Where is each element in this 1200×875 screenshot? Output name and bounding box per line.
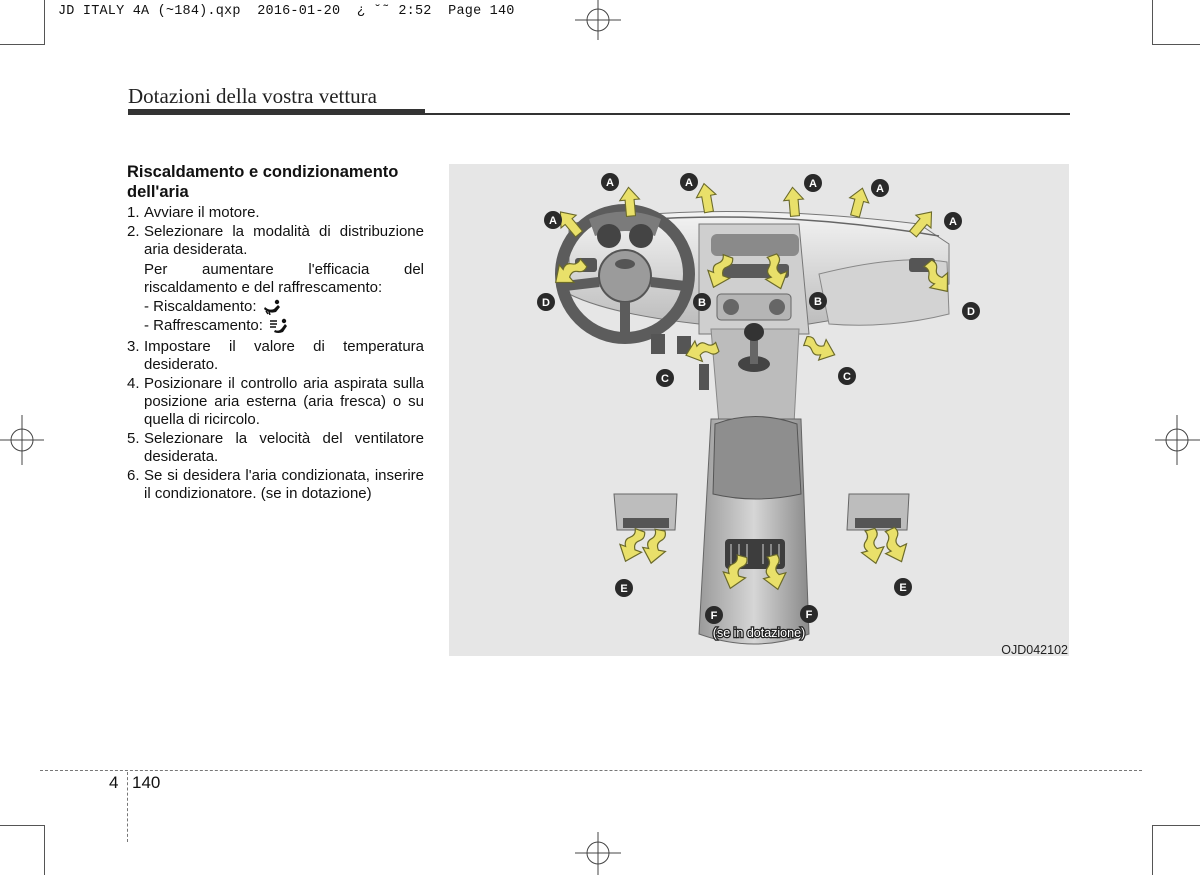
registration-mark-left [0, 415, 44, 465]
optional-equipment-note: (se in dotazione) [712, 626, 806, 640]
title-rule-thick [128, 109, 425, 115]
svg-text:A: A [549, 215, 557, 227]
badge-f [800, 605, 818, 623]
badge-f [705, 606, 723, 624]
print-header: JD ITALY 4A (~184).qxp 2016-01-20 ¿ ˘˜ 2:52 Page 140 [58, 4, 515, 19]
badge-e [894, 578, 912, 596]
badge-e [615, 579, 633, 597]
step-number: 5. [127, 430, 140, 447]
badge-a [944, 212, 962, 230]
badge-b [693, 293, 711, 311]
efficiency-note: Per aumentare l'efficacia del riscaldamento e del raffrescamento: [144, 261, 424, 296]
step-item [127, 338, 424, 374]
cooling-label: - Raffrescamento: [144, 317, 263, 334]
step-text: Selezionare la velocità del ventilatore desiderata. [144, 430, 424, 465]
svg-text:A: A [685, 177, 693, 189]
badge-d [537, 293, 555, 311]
crop-mark [1152, 44, 1200, 45]
step-item [127, 375, 424, 429]
heating-label: - Riscaldamento: [144, 298, 257, 315]
svg-text:A: A [606, 177, 614, 189]
crop-mark [44, 0, 45, 45]
step-number: 4. [127, 375, 140, 392]
step-number: 1. [127, 204, 140, 221]
svg-text:F: F [805, 609, 813, 621]
step-item [127, 204, 424, 222]
svg-text:C: C [843, 371, 851, 383]
badge-d [962, 302, 980, 320]
crop-mark [0, 44, 45, 45]
step-item [127, 223, 424, 259]
cooling-mode-line [127, 317, 424, 335]
crop-mark [1152, 825, 1200, 826]
step-number: 3. [127, 338, 140, 355]
badge-b [809, 292, 827, 310]
crop-mark [1152, 0, 1153, 45]
section-title: Dotazioni della vostra vettura [128, 84, 377, 108]
crop-mark [0, 825, 45, 826]
air-distribution-illustration [449, 164, 1069, 656]
badge-a [871, 179, 889, 197]
svg-text:A: A [809, 178, 817, 190]
footer-dashed-divider [127, 772, 128, 842]
title-rule-thin [425, 113, 1070, 115]
heating-mode-icon [263, 299, 283, 315]
cooling-mode-icon [269, 318, 289, 334]
svg-text:A: A [949, 216, 957, 228]
step-item [127, 430, 424, 466]
step-text: Se si desidera l'aria condizionata, inserire il condizionatore. (se in dotazione) [144, 467, 424, 502]
svg-text:F: F [710, 610, 718, 622]
svg-text:E: E [899, 582, 907, 594]
svg-text:B: B [698, 297, 706, 309]
page-number: 140 [132, 773, 161, 792]
svg-text:D: D [967, 306, 975, 318]
badge-a [680, 173, 698, 191]
badge-a [544, 211, 562, 229]
step-number: 2. [127, 223, 140, 240]
instructions-heading: Riscaldamento e condizionamento dell'aria [127, 163, 399, 201]
crop-mark [44, 825, 45, 875]
registration-mark-bottom [573, 832, 623, 875]
figure-code: OJD042102 [1001, 643, 1068, 657]
registration-mark-top [573, 0, 623, 40]
svg-text:E: E [620, 583, 628, 595]
chapter-number: 4 [109, 773, 119, 792]
crop-mark [1152, 825, 1153, 875]
step-number: 6. [127, 467, 140, 484]
air-distribution-figure [449, 164, 1069, 656]
footer-dashed-rule [40, 770, 1142, 771]
step-text: Selezionare la modalità di distribuzione aria desiderata. [144, 223, 424, 258]
svg-text:C: C [661, 373, 669, 385]
badge-c [656, 369, 674, 387]
step-text: Avviare il motore. [144, 204, 260, 221]
svg-text:B: B [814, 296, 822, 308]
svg-text:D: D [542, 297, 550, 309]
badge-a [601, 173, 619, 191]
registration-mark-right [1155, 415, 1200, 465]
step-item [127, 467, 424, 503]
badge-a [804, 174, 822, 192]
instructions-column [127, 162, 424, 503]
step-text: Impostare il valore di temperatura desiderato. [144, 338, 424, 373]
heating-mode-line [127, 298, 424, 316]
step-text: Posizionare il controllo aria aspirata sulla posizione aria esterna (aria fresca) o su quella di ricircolo. [144, 375, 424, 428]
svg-text:A: A [876, 183, 884, 195]
badge-c [838, 367, 856, 385]
